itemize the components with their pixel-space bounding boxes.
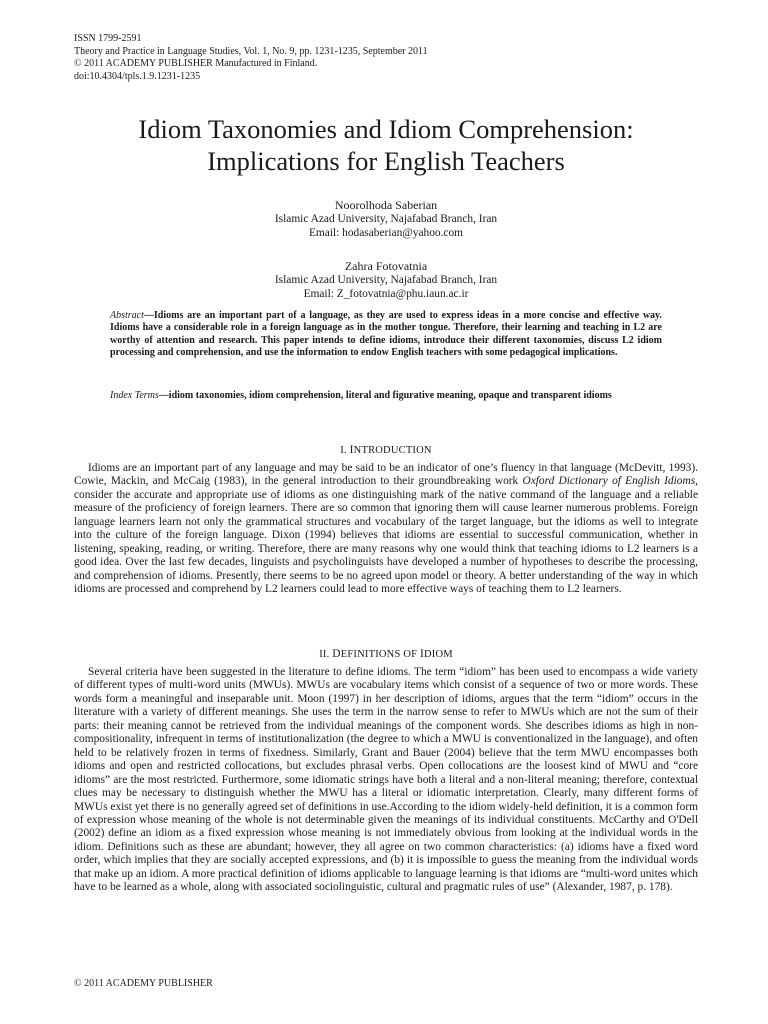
section-initial: D xyxy=(332,648,341,660)
copyright-line: © 2011 ACADEMY PUBLISHER Manufactured in Finland. xyxy=(74,58,318,70)
intro-book-title: Oxford Dictionary of English Idioms xyxy=(522,475,696,488)
index-terms-label: Index Terms xyxy=(110,390,159,401)
doi: doi:10.4304/tpls.1.9.1231-1235 xyxy=(74,70,201,82)
section-initial-2: I xyxy=(419,648,424,660)
author-name: Zahra Fotovatnia xyxy=(344,259,428,273)
section-initial: I xyxy=(349,444,354,456)
author-block-2 xyxy=(74,259,698,302)
author-affiliation: Islamic Azad University, Najafabad Branch, Iran xyxy=(274,213,498,226)
index-terms xyxy=(110,390,662,402)
section-heading-introduction xyxy=(74,444,698,456)
index-terms-text: —idiom taxonomies, idiom comprehension, literal and figurative meaning, opaque and transparent idioms xyxy=(158,390,612,401)
section-title-rest: NTRODUCTION xyxy=(353,445,432,456)
author-name: Noorolhoda Saberian xyxy=(334,198,438,212)
author-affiliation: Islamic Azad University, Najafabad Branch, Iran xyxy=(274,274,498,287)
introduction-paragraph xyxy=(74,462,698,597)
author-email: Email: Z_fotovatnia@phu.iaun.ac.ir xyxy=(303,288,469,301)
issn: ISSN 1799-2591 xyxy=(74,33,142,44)
paper-title xyxy=(74,113,698,177)
footer-copyright: © 2011 ACADEMY PUBLISHER xyxy=(74,978,213,989)
author-block-1 xyxy=(74,198,698,241)
author-email: Email: hodasaberian@yahoo.com xyxy=(308,227,464,240)
section-number: II. xyxy=(319,649,330,660)
intro-text-a: Idioms are an important part of any language and may be said to be an indicator of one’s fluency in that language (McDevitt, 1993). Cowie, Mackin, and McCaig (1983), in the general introduction to their groundbreaking work xyxy=(74,462,698,488)
abstract xyxy=(110,310,662,360)
section-number: I. xyxy=(340,445,347,456)
journal-citation: Theory and Practice in Language Studies, Vol. 1, No. 9, pp. 1231-1235, September 2011 xyxy=(74,45,428,57)
title-line-1: Idiom Taxonomies and Idiom Comprehension: xyxy=(138,114,634,144)
section-title-rest-2: DIOM xyxy=(424,649,453,660)
section-heading-definitions xyxy=(74,648,698,660)
section-title-rest: EFINITIONS OF xyxy=(340,649,420,660)
title-line-2: Implications for English Teachers xyxy=(207,146,565,176)
abstract-label: Abstract xyxy=(110,310,144,321)
journal-header xyxy=(74,33,428,83)
definitions-paragraph: Several criteria have been suggested in the literature to define idioms. The term “idiom” has been used to encompass a wide variety of different types of multi-word units (MWUs). MWUs are vocabulary items which consist of a sequence of two or more words. These words form a meaningful and inseparable unit. Moon (1997) in her description of idioms, argues that the term “idiom” occurs in the literature with a variety of different meanings. She uses the term in the narrow sense to refer to MWUs which are not the sum of their parts: their meaning cannot be retrieved from the individual meanings of the component words. She describes idioms as high in non-compositionality, infrequent in terms of institutionalization (the degree to which a MWU is conventionalized in the language), and often held to be relatively frozen in terms of fixedness. Similarly, Grant and Bauer (2004) believe that the term MWU encompasses both idioms and open and restricted collocations, but excludes phrasal verbs. Open collocations are the loosest kind of MWU and “core idioms” are the most restricted. Furthermore, some idiomatic strings have both a literal and a non-literal meaning; therefore, contextual clues may be necessary to distinguish whether the MWU has a literal or idiomatic interpretation. Clearly, many different forms of MWUs exist yet there is no generally agreed set of definitions in use.According to the idiom widely-held definition, it is a common form of expression whose meaning of the whole is not determinable given the meanings of its individual constituents. McCarthy and O'Dell (2002) define an idiom as a fixed expression whose meaning is not immediately obvious from looking at the individual words in the idiom. Definitions such as these are abundant; however, they all agree on two common characteristics: (a) idioms have a fixed word order, which implies that they are socially accepted expressions, and (b) it is impossible to guess the meaning from the individual words that make up an idiom. A more practical definition of idioms applicable to language learning is that idioms are “multi-word unites which have to be learned as a whole, along with associated sociolinguistic, cultural and pragmatic rules of use” (Alexander, 1987, p. 178). xyxy=(74,666,698,894)
abstract-text: —Idioms are an important part of a language, as they are used to express ideas in a more concise and effective way. Idioms have a considerable role in a foreign language as in the mother tongue. Therefore, their learning and teaching in L2 are worthy of attention and research. This paper intends to define idioms, introduce their different taxonomies, discuss L2 idiom processing and comprehension, and use the information to endow English teachers with some pedagogical implications. xyxy=(110,310,662,359)
intro-text-b: , consider the accurate and appropriate use of idioms as one distinguishing mark of the native command of the language and a reliable measure of the proficiency of foreign learners. There are so common that ignoring them will cause learner numerous problems. Foreign language learners learn not only the grammatical structures and vocabulary of the target language, but the idioms as well to integrate into the culture of the foreign language. Dixon (1994) believes that idioms are essential to successful communication, whether in listening, speaking, reading, or writing. Therefore, there are many reasons why one would think that teaching idioms to L2 learners is a good idea. Over the last few decades, linguists and psycholinguists have developed a number of hypotheses to describe the processing, and comprehension of idioms. Presently, there seems to be no agreed upon model or theory. A better understanding of the way in which idioms are processed and comprehend by L2 learners could lead to more effective ways of teaching them to L2 learners. xyxy=(74,475,699,596)
